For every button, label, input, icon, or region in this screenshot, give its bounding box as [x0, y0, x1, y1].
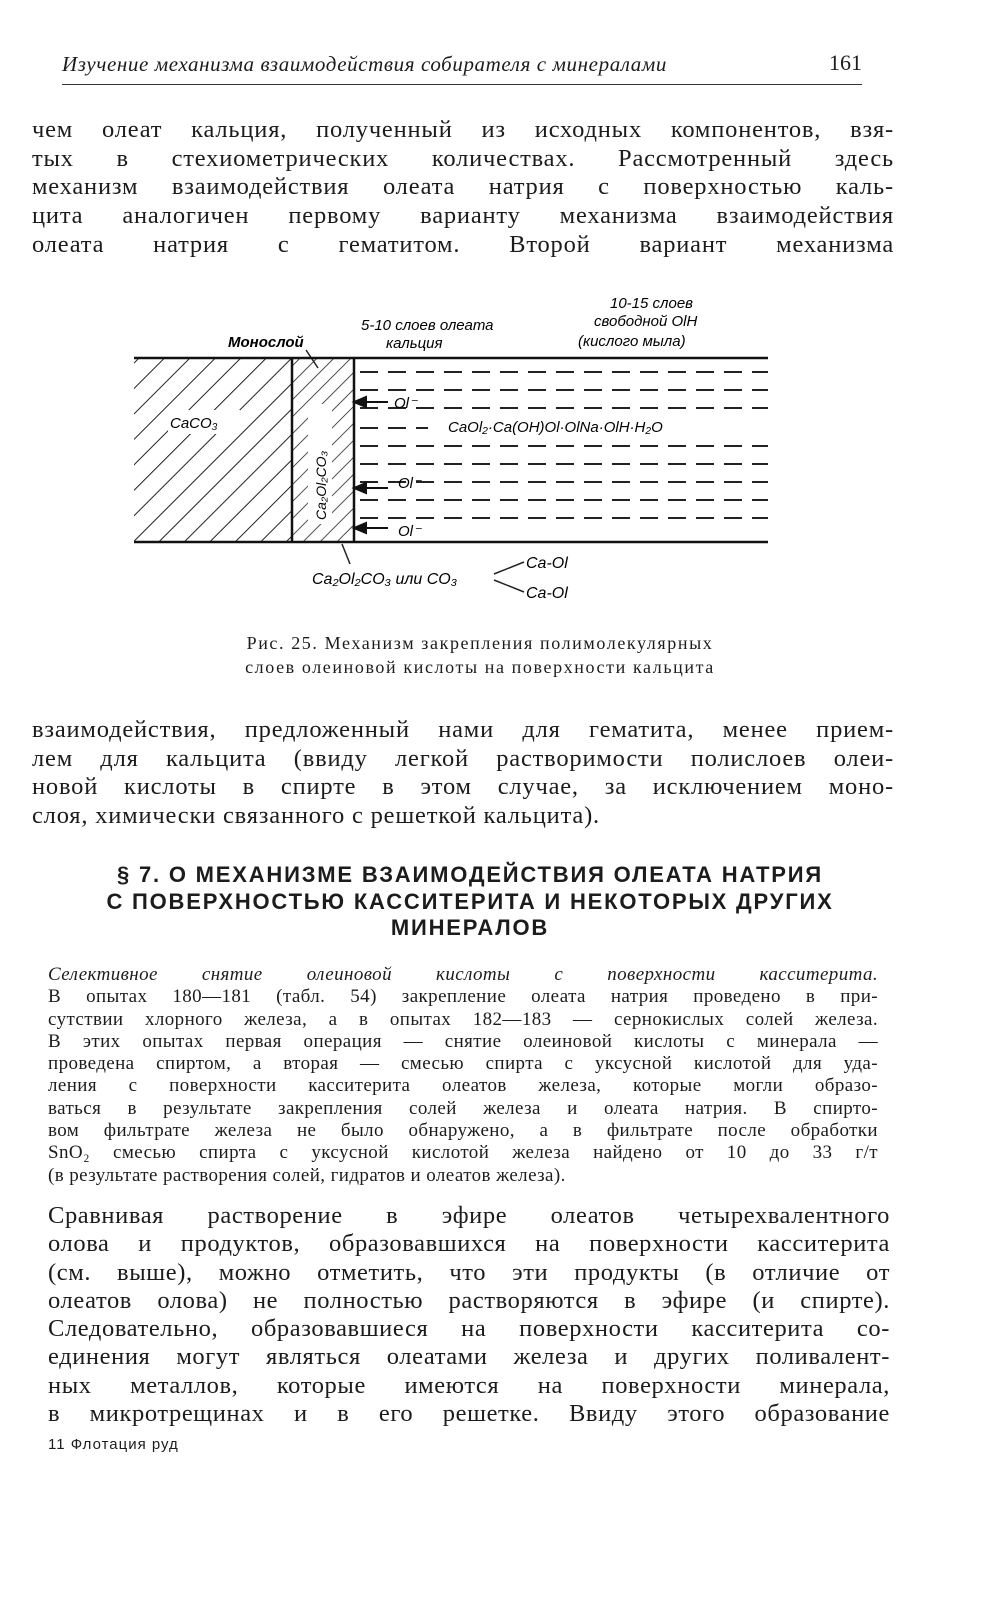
- text-line: ных металлов, которые имеются на поверхности минерала,: [48, 1371, 890, 1399]
- figure-caption: [160, 631, 800, 679]
- paragraph-bottom: [48, 1202, 890, 1428]
- text-line: Следовательно, образовавшиеся на поверхности касситерита со-: [48, 1315, 890, 1343]
- label-free-acid-3: (кислого мыла): [578, 333, 686, 350]
- small-line: проведена спиртом, а вторая — смесью спирта с уксусной кислотой для уда-: [48, 1053, 878, 1075]
- small-line: SnO₂ смесью спирта с уксусной кислотой железа найдено от 10 до 33 г/т: [48, 1142, 878, 1164]
- running-header: [62, 50, 862, 85]
- small-line: В этих опытах первая операция — снятие олеиновой кислоты с минерала —: [48, 1030, 878, 1052]
- small-line: ления с поверхности касситерита олеатов железа, которые могли образо-: [48, 1075, 878, 1097]
- small-line: В опытах 180—181 (табл. 54) закрепление олеата натрия проведено в при-: [48, 986, 878, 1008]
- text-line: Сравнивая растворение в эфире олеатов четырехвалентного: [48, 1202, 890, 1229]
- bracket-lower: [494, 580, 524, 592]
- text-line: чем олеат кальция, полученный из исходных компонентов, взя-: [32, 116, 894, 143]
- text-line: (см. выше), можно отметить, что эти продукты (в отличие от: [48, 1258, 890, 1286]
- arrowhead: [354, 397, 366, 407]
- oleate-layer-lines: [360, 372, 768, 518]
- section-heading-line: § 7. О МЕХАНИЗМЕ ВЗАИМОДЕЙСТВИЯ ОЛЕАТА НАТРИЯ: [117, 862, 823, 887]
- signature-footer: 11 Флотация руд: [48, 1436, 179, 1453]
- text-line: лем для кальцита (ввиду легкой растворимости полислоев олеи-: [32, 744, 894, 772]
- label-monolayer: Монослой: [228, 334, 304, 351]
- section-heading: [60, 862, 880, 942]
- text-line: цита аналогичен первому варианту механизма взаимодействия: [32, 202, 894, 230]
- page-number: 161: [829, 50, 862, 75]
- mechanism-diagram: [128, 292, 778, 622]
- label-caco3: CaCO₃: [170, 415, 218, 432]
- text-line: в микротрещинах и в его решетке. Ввиду этого образование: [48, 1400, 890, 1428]
- label-free-acid-2: свободной OlH: [594, 313, 698, 330]
- text-line: новой кислоты в спирте в этом случае, за исключением моно-: [32, 773, 894, 801]
- small-line: сутствии хлорного железа, а в опытах 182—183 — сернокислых солей железа.: [48, 1008, 878, 1030]
- paragraph-after-figure: [32, 716, 894, 831]
- section-heading-line: С ПОВЕРХНОСТЬЮ КАССИТЕРИТА И НЕКОТОРЫХ ДРУГИХ: [106, 888, 834, 914]
- figure-25: [128, 292, 778, 622]
- italic-run-in-heading: Селективное снятие олеиновой кислоты с поверхности касситерита.: [48, 964, 878, 985]
- arrowhead: [354, 523, 366, 533]
- label-ca-ol-bottom: Ca-Ol: [526, 585, 568, 602]
- small-line: вом фильтрате железа не было обнаружено, а в фильтрате после обработки: [48, 1120, 878, 1142]
- label-ol-3: Ol⁻: [398, 523, 421, 540]
- label-oleate-layers-2: кальция: [386, 335, 443, 352]
- paragraph-top: [32, 116, 894, 260]
- label-monolayer-compound: Ca₂Ol₂CO₃: [313, 450, 329, 520]
- running-header-title: Изучение механизма взаимодействия собирателя с минералами: [62, 52, 668, 76]
- label-ol-1: Ol⁻: [394, 395, 417, 412]
- arrowhead: [354, 483, 366, 493]
- bottom-pointer: [342, 544, 350, 564]
- bracket-upper: [494, 562, 524, 574]
- label-ca-ol-top: Ca-Ol: [526, 555, 568, 572]
- caption-line: Рис. 25. Механизм закрепления полимолекулярных: [246, 633, 714, 653]
- text-line: тых в стехиометрических количествах. Рассмотренный здесь: [32, 144, 894, 172]
- caco3-crystal-block: [134, 358, 292, 542]
- text-line: олеата натрия с гематитом. Второй вариант механизма: [32, 230, 894, 258]
- section-heading-line: МИНЕРАЛОВ: [390, 915, 550, 940]
- small-line: ваться в результате закрепления солей железа и олеата натрия. В спирто-: [48, 1097, 878, 1119]
- label-ol-2: Ol⁻: [398, 475, 421, 492]
- text-line: единения могут являться олеатами железа и других поливалент-: [48, 1343, 890, 1371]
- small-heading: [48, 964, 878, 986]
- text-line: олова и продуктов, образовавшихся на поверхности касситерита: [48, 1230, 890, 1258]
- label-bottom-left: Ca₂Ol₂CO₃ или CO₃: [312, 571, 458, 588]
- text-line: взаимодействия, предложенный нами для гематита, менее прием-: [32, 716, 894, 743]
- caption-line: слоев олеиновой кислоты на поверхности кальцита: [245, 657, 715, 677]
- text-line: слоя, химически связанного с решеткой кальцита).: [32, 802, 600, 830]
- small-line: (в результате растворения солей, гидратов и олеатов железа).: [48, 1164, 566, 1186]
- small-print-block: [48, 964, 878, 1187]
- label-free-acid-1: 10-15 слоев: [610, 295, 694, 312]
- label-formula: CaOl₂·Ca(OH)Ol·OlNa·OlH·H₂O: [448, 419, 663, 436]
- text-line: олеатов олова) не полностью растворяются в эфире (и спирте).: [48, 1286, 890, 1314]
- label-oleate-layers-1: 5-10 слоев олеата: [361, 317, 494, 334]
- text-line: механизм взаимодействия олеата натрия с поверхностью каль-: [32, 173, 894, 201]
